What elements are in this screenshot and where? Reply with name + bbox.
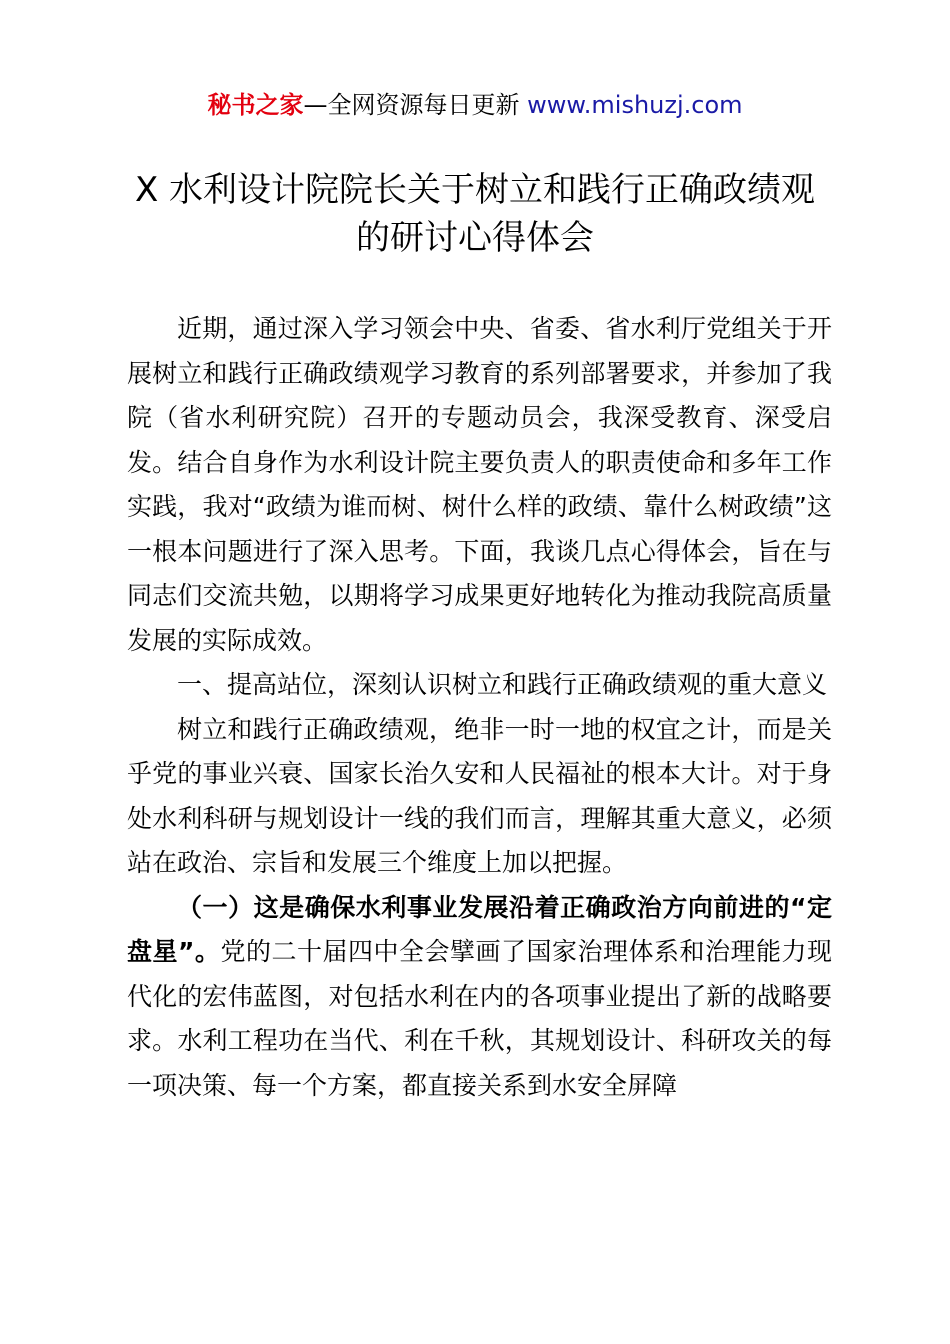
site-tagline: —全网资源每日更新 [303, 91, 528, 119]
subsection-1-body: 党的二十届四中全会擘画了国家治理体系和治理能力现代化的宏伟蓝图，对包括水利在内的各项事业提出了新的战略要求。水利工程功在当代、利在千秋，其规划设计、科研攻关的每一项决策、每一个方案，都直接关系到水安全屏障 [127, 937, 832, 1100]
document-body [127, 307, 832, 1108]
section-1-heading: 一、提高站位，深刻认识树立和践行正确政绩观的重大意义 [177, 670, 828, 699]
document-title [100, 166, 850, 262]
title-line-2: 的研讨心得体会 [356, 218, 594, 258]
subsection-1-heading: （一）这是确保水利事业发展沿着正确政治方向前进的“定盘星”。 [127, 892, 832, 966]
site-url-link[interactable]: www.mishuzj.com [527, 91, 743, 119]
site-header [0, 88, 950, 122]
brand-name: 秘书之家 [207, 91, 304, 119]
intro-paragraph: 近期，通过深入学习领会中央、省委、省水利厅党组关于开展树立和践行正确政绩观学习教育的系列部署要求，并参加了我院（省水利研究院）召开的专题动员会，我深受教育、深受启发。结合自身作为水利设计院主要负责人的职责使命和多年工作实践，我对“政绩为谁而树、树什么样的政绩、靠什么树政绩”这一根本问题进行了深入思考。下面，我谈几点心得体会，旨在与同志们交流共勉，以期将学习成果更好地转化为推动我院高质量发展的实际成效。 [127, 314, 832, 655]
subsection-1-paragraph [127, 886, 832, 1109]
section-1-paragraph: 树立和践行正确政绩观，绝非一时一地的权宜之计，而是关乎党的事业兴衰、国家长治久安和人民福祉的根本大计。对于身处水利科研与规划设计一线的我们而言，理解其重大意义，必须站在政治、宗旨和发展三个维度上加以把握。 [127, 714, 832, 877]
title-line-1: X 水利设计院院长关于树立和践行正确政绩观 [134, 170, 816, 210]
